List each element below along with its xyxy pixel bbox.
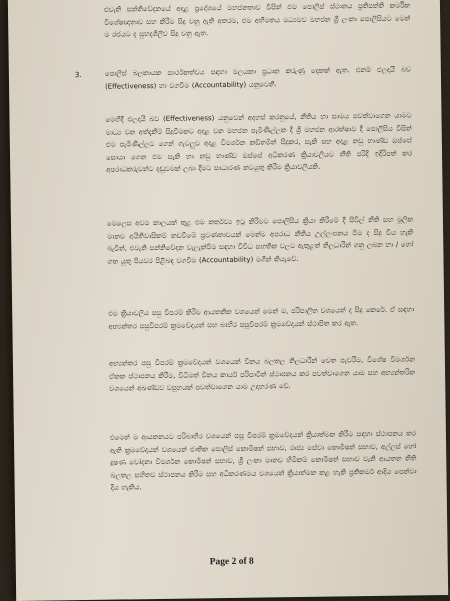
page-footer: Page 2 of 8 xyxy=(209,556,254,568)
paragraph-3: මෙහිදී එලදායී බව (Effectiveness) යනුවෙන් අදහස් කරනුයේ, නීතිය හා සාමය පවත්වාගෙන යාමට මාධ්‍ය වන අත්දැකීම් සිදුවීමකට අදාළ වන මහජන පැමිණිල්ලක දී ශ්‍රී මහජන ආරක්ෂාව දී පොලිසිය විසින් එම පැමිණිල්ලට ගෙන් ගැටලුව අදාළ විමර්ශන කඩිනමින් සිදුකර, සැකි සහ අදාළ නඩු භාණ්ඩ ඔස්සේ සොයා ගෙන එම සැකි හා නඩු භාණ්ඩ ඔස්සේ අධිකරණ ක්‍රියාවලියට නීති පරිදි ඉදිරිපත් කර අපරාධකරුවන්ට දඬුවමක් ලබා දීමට සාධාරණ කටයුතු කිරීම ක්‍රියාවලියකි. xyxy=(105,111,413,175)
paragraph-4: මෙලෙස අවම කාලයක් තුළ එම කර්තව්‍ය ඉටු කිරීමට පොලිසිය ක්‍රියා කිරීමේ දී සිවිල් නීති සහ මූලික මානව අයිතිවාසිකම් කඩවීමේ ප්‍රවණතාවයක් මෙන්ම අපරාධ නීතිය උල්ලංඝනය වීම ද සිදු විය හැකි බැවින්, එවැනි සන්නිවේදන වැලැක්වීම සඳහා විවිධ සහතික වලට ඇතුළත් නිලධාරීන් ගනු ලබන හා / හෝ ගත යුතු පියවර පිළිබඳ වගවීම (Accountability) මගින් කියැවේ. xyxy=(106,215,414,266)
item-number: 3. xyxy=(74,70,82,80)
paragraph-5: එම ක්‍රියාවලිය පසු විපරම් කිරීම ආයතනික වශයෙන් මෙන් ම, පරිපාලිත වශයෙන් ද සිදු කෙරේ. ඒ සඳහා අභ්‍යන්තර පසුවිපරම් ක්‍රමවේදයන් සහ බාහිර පසුවිපරම් ක්‍රමවේදයන් ස්ථාපිත කර ඇත. xyxy=(108,305,415,331)
paragraph-2: පොලිස් බලකායක සාර්ථකත්වය සඳහා මලයකා ප්‍රධාන කරුණු දෙකක් ඇත. එනම් එලදායී බව (Effectiveness) හා වගවීම (Accountability) යනුවෙනි. xyxy=(104,65,411,91)
paragraph-6: අභ්‍යන්තර පසු විපරම් ක්‍රමවේදයන් වශයෙන් විනය බලතල නිලධාරීන් වෙත පැවරීම, විශේෂ විමර්ශන ඒකක ස්ථාපනය කිරීම, විධිමත් විනය කාර්ය පරිපාටින් ස්ථාපනය කර පවත්වාගෙන යාම සහ අභ්‍යන්තරික වශයෙන් අඛණ්ඩව වසූහයක් පවත්වාගෙන යාම උදාහරණ වේ. xyxy=(108,355,416,393)
paragraph-7: එමෙන් ම ආයතනයට පරිබාහිර වශයෙන් පසු විපරම් ක්‍රමවේදයන් ක්‍රියාත්මක කිරීම සඳහා ස්ථාපනය කර ඇති ක්‍රමවේදයන් වශයෙන් ජාතික පොලිස් කොමිෂන් සභාව, රාජ්‍ය සේවා කොමිෂන් සභාව, අල්ලස් හෝ දූෂණ චෝදනා විමර්ශන කොමිෂන් සභාව, ශ්‍රී ලංකා මානව හිමිකම් කොමිෂන් සභාව වැනි ආයතන නීති බලතල සහිතව ස්ථාපනය කිරීම සහ අධිකරණමය වශයෙන් ක්‍රියාත්මක කළ හැකි ප්‍රතිකර්ම ආදිය පෙන්වා දිය හැකිය. xyxy=(109,429,417,493)
paragraph-1: එවැනි සන්නිවේදනයේ අදාළ ප්‍රදේශයේ මහජනතාව විසින් එම පොලිස් ස්ථානය ප්‍රතිපත්ති කර්මික විශේෂඥතාව සහ කිරීම සිදු වනු ඇති අතරම, එම අභිමතය මධ්‍යමව මහජන ශ්‍රී ලංකා පොලිසියට මෙන් ම රජයට ද සුහදශීලීව සිදු වනු ඇත. xyxy=(103,1,411,39)
document-page xyxy=(8,0,448,601)
